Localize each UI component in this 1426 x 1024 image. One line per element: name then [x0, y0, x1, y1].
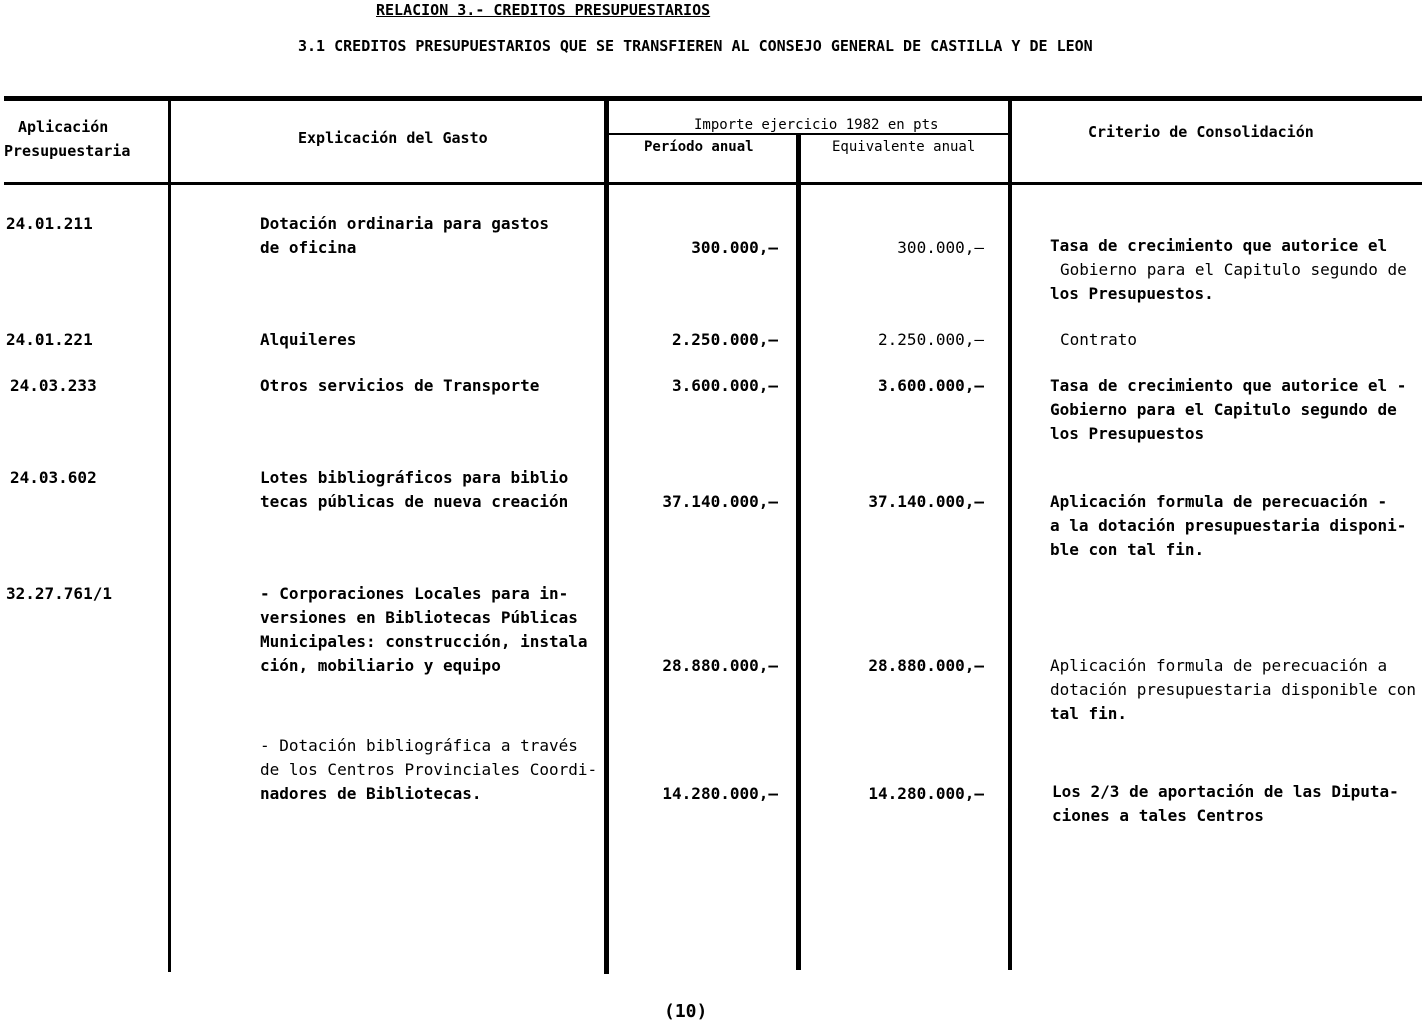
page-number: (10): [664, 1001, 708, 1022]
row1-criterio-line3: los Presupuestos.: [1050, 284, 1214, 303]
column-divider-4: [1008, 100, 1012, 970]
row1-expl-line1: Dotación ordinaria para gastos: [260, 214, 549, 233]
row2-criterio-line1: Contrato: [1060, 330, 1138, 349]
column-divider-3: [796, 135, 801, 970]
row3-criterio-line2: Gobierno para el Capitulo segundo de: [1050, 400, 1397, 419]
row4-periodo: 37.140.000,—: [662, 492, 778, 511]
header-explicacion: Explicación del Gasto: [298, 129, 488, 147]
row1-expl-line2: de oficina: [260, 238, 357, 257]
row6-criterio-line2: ciones a tales Centros: [1052, 806, 1264, 825]
row2-periodo: 2.250.000,—: [672, 330, 778, 349]
row5-expl-line3: Municipales: construcción, instala: [260, 632, 588, 651]
row4-equivalente: 37.140.000,—: [868, 492, 984, 511]
row1-criterio-line2: Gobierno para el Capitulo segundo de: [1060, 260, 1407, 279]
row6-expl-line1: - Dotación bibliográfica a través: [260, 736, 578, 755]
row3-expl-line1: Otros servicios de Transporte: [260, 376, 540, 395]
row6-expl-line2: de los Centros Provinciales Coordi-: [260, 760, 598, 779]
row3-code: 24.03.233: [10, 376, 97, 395]
row1-equivalente: 300.000,—: [897, 238, 984, 257]
row1-code: 24.01.211: [6, 214, 93, 233]
header-aplicacion-line2: Presupuestaria: [4, 142, 131, 160]
row3-equivalente: 3.600.000,—: [878, 376, 984, 395]
relation-title: RELACION 3.- CREDITOS PRESUPUESTARIOS: [376, 1, 711, 19]
column-divider-1: [168, 100, 171, 972]
row6-expl-line3: nadores de Bibliotecas.: [260, 784, 482, 803]
row5-criterio-line1: Aplicación formula de perecuación a: [1050, 656, 1388, 675]
row4-expl-line1: Lotes bibliográficos para biblio: [260, 468, 569, 487]
header-bottom-rule: [4, 182, 1422, 185]
row5-periodo: 28.880.000,—: [662, 656, 778, 675]
row6-periodo: 14.280.000,—: [662, 784, 778, 803]
row4-code: 24.03.602: [10, 468, 97, 487]
row6-criterio-line1: Los 2/3 de aportación de las Diputa-: [1052, 782, 1399, 801]
column-divider-2: [604, 100, 609, 974]
header-periodo: Período anual: [644, 139, 754, 155]
row2-equivalente: 2.250.000,—: [878, 330, 984, 349]
row4-expl-line2: tecas públicas de nueva creación: [260, 492, 569, 511]
row5-equivalente: 28.880.000,—: [868, 656, 984, 675]
row4-criterio-line2: a la dotación presupuestaria disponi-: [1050, 516, 1407, 535]
row3-criterio-line1: Tasa de crecimiento que autorice el -: [1050, 376, 1407, 395]
row5-criterio-line3: tal fin.: [1050, 704, 1128, 723]
row4-criterio-line3: ble con tal fin.: [1050, 540, 1205, 559]
header-importe: Importe ejercicio 1982 en pts: [694, 117, 939, 133]
row4-criterio-line1: Aplicación formula de perecuación -: [1050, 492, 1388, 511]
row5-criterio-line2: dotación presupuestaria disponible con: [1050, 680, 1417, 699]
row5-code: 32.27.761/1: [6, 584, 112, 603]
table-top-rule: [4, 96, 1422, 101]
row3-criterio-line3: los Presupuestos: [1050, 424, 1205, 443]
row1-criterio-line1: Tasa de crecimiento que autorice el: [1050, 236, 1388, 255]
row5-expl-line4: ción, mobiliario y equipo: [260, 656, 501, 675]
row3-periodo: 3.600.000,—: [672, 376, 778, 395]
header-criterio: Criterio de Consolidación: [1088, 123, 1314, 141]
row1-periodo: 300.000,—: [691, 238, 778, 257]
row5-expl-line2: versiones en Bibliotecas Públicas: [260, 608, 578, 627]
header-equivalente: Equivalente anual: [832, 139, 976, 155]
row5-expl-line1: - Corporaciones Locales para in-: [260, 584, 569, 603]
row6-equivalente: 14.280.000,—: [868, 784, 984, 803]
row2-code: 24.01.221: [6, 330, 93, 349]
section-subtitle: 3.1 CREDITOS PRESUPUESTARIOS QUE SE TRANSFIEREN AL CONSEJO GENERAL DE CASTILLA Y DE LEON: [298, 37, 1093, 55]
header-aplicacion-line1: Aplicación: [18, 118, 109, 136]
row2-expl-line1: Alquileres: [260, 330, 357, 349]
